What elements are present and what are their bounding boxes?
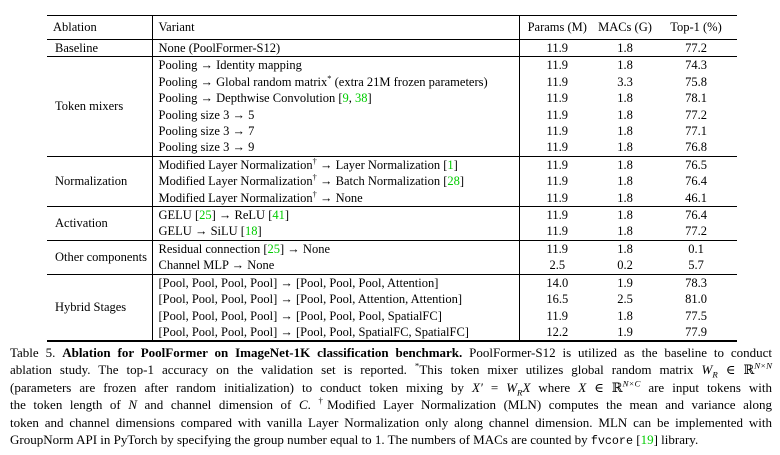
- macs-cell: 1.8: [617, 190, 633, 205]
- table-header: [47, 16, 737, 40]
- params-cell: 11.9: [546, 74, 568, 89]
- variant-cell: Pooling → Identity mapping: [152, 57, 519, 74]
- variant-cell: Pooling size 3 → 9: [152, 139, 519, 156]
- caption-line: GroupNorm API in PyTorch by specifying the group number equal to 1. The numbers of MACs are counted by fvcore [19] library.: [10, 432, 699, 449]
- variant-cell: Channel MLP → None: [152, 257, 519, 274]
- variant-cell: Residual connection [25] → None: [152, 240, 519, 257]
- macs-cell: 1.8: [617, 224, 633, 239]
- macs-cell: 1.8: [617, 308, 633, 323]
- params-cell: 11.9: [546, 91, 568, 106]
- params-cell: 2.5: [549, 258, 566, 273]
- top1-cell: 77.9: [685, 324, 707, 339]
- variant-cell: [Pool, Pool, Pool, Pool] → [Pool, Pool, SpatialFC, SpatialFC]: [152, 324, 519, 341]
- ablation-cell: Activation: [47, 207, 152, 241]
- params-cell: 11.9: [546, 107, 568, 122]
- params-cell: 11.9: [546, 190, 568, 205]
- top1-cell: 77.2: [685, 107, 707, 122]
- macs-cell: 1.8: [617, 174, 633, 189]
- params-cell: 16.5: [546, 292, 569, 307]
- citation-link[interactable]: 28: [447, 174, 460, 189]
- params-cell: 12.2: [546, 324, 569, 339]
- header-macs: MACs (G): [598, 20, 652, 34]
- caption-line: token and channel dimensions compared with vanilla Layer Normalization only along channel dimension. MLN can be implemented with: [10, 414, 772, 430]
- table-row: [47, 40, 737, 57]
- variant-cell: Pooling size 3 → 5: [152, 107, 519, 123]
- params-cell: 11.9: [546, 41, 568, 55]
- table-section: [47, 274, 737, 341]
- top1-cell: 81.0: [685, 292, 707, 307]
- params-cell: 11.9: [546, 124, 568, 139]
- header-top1: Top-1 (%): [670, 20, 722, 34]
- variant-cell: Pooling size 3 → 7: [152, 123, 519, 139]
- citation-link[interactable]: 38: [355, 91, 368, 106]
- top1-cell: 77.1: [685, 124, 707, 139]
- variant-cell: Pooling → Global random matrix* (extra 21M frozen parameters): [152, 74, 519, 90]
- variant-cell: [Pool, Pool, Pool, Pool] → [Pool, Pool, Pool, Attention]: [152, 274, 519, 291]
- params-cell: 11.9: [546, 58, 568, 73]
- top1-cell: 76.4: [685, 174, 707, 189]
- header-variant: Variant: [152, 16, 519, 40]
- ablation-cell: Other components: [47, 240, 152, 274]
- header-params: Params (M): [527, 20, 587, 34]
- top1-cell: 78.3: [685, 275, 707, 290]
- citation-link[interactable]: 9: [342, 91, 349, 106]
- caption-line: the token length of N and channel dimension of C. †Modified Layer Normalization (MLN) computes the mean and variance along: [10, 395, 773, 413]
- caption-line: Table 5. Ablation for PoolFormer on ImageNet-1K classification benchmark. PoolFormer-S12 is utilized as the baseline to conduct: [10, 345, 772, 360]
- top1-cell: 77.2: [685, 41, 707, 55]
- table-section: [47, 57, 737, 156]
- macs-cell: 1.9: [617, 324, 633, 339]
- macs-cell: 1.8: [617, 157, 633, 172]
- header-ablation: Ablation: [47, 16, 152, 40]
- ablation-cell: Normalization: [47, 156, 152, 206]
- table-section: [47, 207, 737, 241]
- variant-cell: Modified Layer Normalization† → Batch Normalization [28]: [152, 173, 519, 189]
- citation-link[interactable]: 1: [447, 157, 454, 172]
- macs-cell: 1.9: [617, 275, 633, 290]
- citation-link[interactable]: 25: [267, 241, 280, 256]
- params-cell: 11.9: [546, 224, 568, 239]
- citation-link[interactable]: 18: [244, 224, 258, 239]
- ablation-table-wrap: [47, 15, 737, 342]
- table-section: [47, 40, 737, 57]
- ablation-cell: Token mixers: [47, 57, 152, 156]
- params-cell: 11.9: [546, 308, 568, 323]
- top1-cell: 0.1: [688, 241, 704, 256]
- ablation-cell: Hybrid Stages: [47, 274, 152, 341]
- variant-cell: GELU [25] → ReLU [41]: [152, 207, 519, 224]
- citation-link[interactable]: 19: [640, 432, 654, 448]
- params-cell: 11.9: [546, 241, 568, 256]
- params-cell: 11.9: [546, 174, 568, 189]
- macs-cell: 1.8: [617, 41, 633, 55]
- variant-cell: Modified Layer Normalization† → Layer Normalization [1]: [152, 156, 519, 173]
- params-cell: 11.9: [546, 157, 568, 172]
- variant-cell: Pooling → Depthwise Convolution [9, 38]: [152, 90, 519, 106]
- table-row: [47, 240, 737, 257]
- variant-cell: GELU → SiLU [18]: [152, 223, 519, 240]
- top1-cell: 77.5: [685, 308, 707, 323]
- top1-cell: 5.7: [688, 258, 704, 273]
- variant-cell: None (PoolFormer-S12): [152, 40, 519, 57]
- top1-cell: 76.8: [685, 140, 707, 155]
- table-row: [47, 274, 737, 291]
- caption-line: (parameters are frozen after random initialization) to conduct token mixing by $X' = W_RX$ where X ∈ ℝ$^{N\times C}$ are input tokens with: [10, 378, 773, 398]
- macs-cell: 1.8: [617, 124, 633, 139]
- params-cell: 14.0: [546, 275, 569, 290]
- macs-cell: 0.2: [617, 258, 633, 273]
- citation-link[interactable]: 25: [199, 208, 212, 223]
- macs-cell: 1.8: [617, 140, 633, 155]
- top1-cell: 74.3: [685, 58, 707, 73]
- macs-cell: 1.8: [617, 107, 633, 122]
- macs-cell: 1.8: [617, 91, 633, 106]
- macs-cell: 1.8: [617, 208, 633, 223]
- caption-line: ablation study. The top-1 accuracy on the validation set is reported. *This token mixer utilizes global random matrix $W_R$ ∈ ℝ$^{N\times N}$: [10, 361, 772, 380]
- macs-cell: 1.8: [617, 58, 633, 73]
- macs-cell: 2.5: [617, 292, 633, 307]
- table-section: [47, 240, 737, 274]
- top1-cell: 77.2: [685, 224, 707, 239]
- macs-cell: 1.8: [617, 241, 633, 256]
- table-section: [47, 156, 737, 206]
- top1-cell: 76.5: [685, 157, 707, 172]
- table-row: [47, 156, 737, 173]
- citation-link[interactable]: 41: [272, 208, 285, 223]
- variant-cell: [Pool, Pool, Pool, Pool] → [Pool, Pool, Pool, SpatialFC]: [152, 308, 519, 324]
- top1-cell: 76.4: [685, 208, 707, 223]
- table-row: [47, 57, 737, 74]
- params-cell: 11.9: [546, 140, 568, 155]
- params-cell: 11.9: [546, 208, 568, 223]
- table-caption: [10, 344, 772, 450]
- variant-cell: Modified Layer Normalization† → None: [152, 190, 519, 207]
- macs-cell: 3.3: [617, 74, 633, 89]
- table-header-row: [47, 16, 737, 40]
- top1-cell: 46.1: [685, 190, 707, 205]
- ablation-table: [47, 15, 737, 342]
- variant-cell: [Pool, Pool, Pool, Pool] → [Pool, Pool, Attention, Attention]: [152, 291, 519, 307]
- top1-cell: 78.1: [685, 91, 707, 106]
- ablation-cell: Baseline: [47, 40, 152, 57]
- top1-cell: 75.8: [685, 74, 707, 89]
- table-row: [47, 207, 737, 224]
